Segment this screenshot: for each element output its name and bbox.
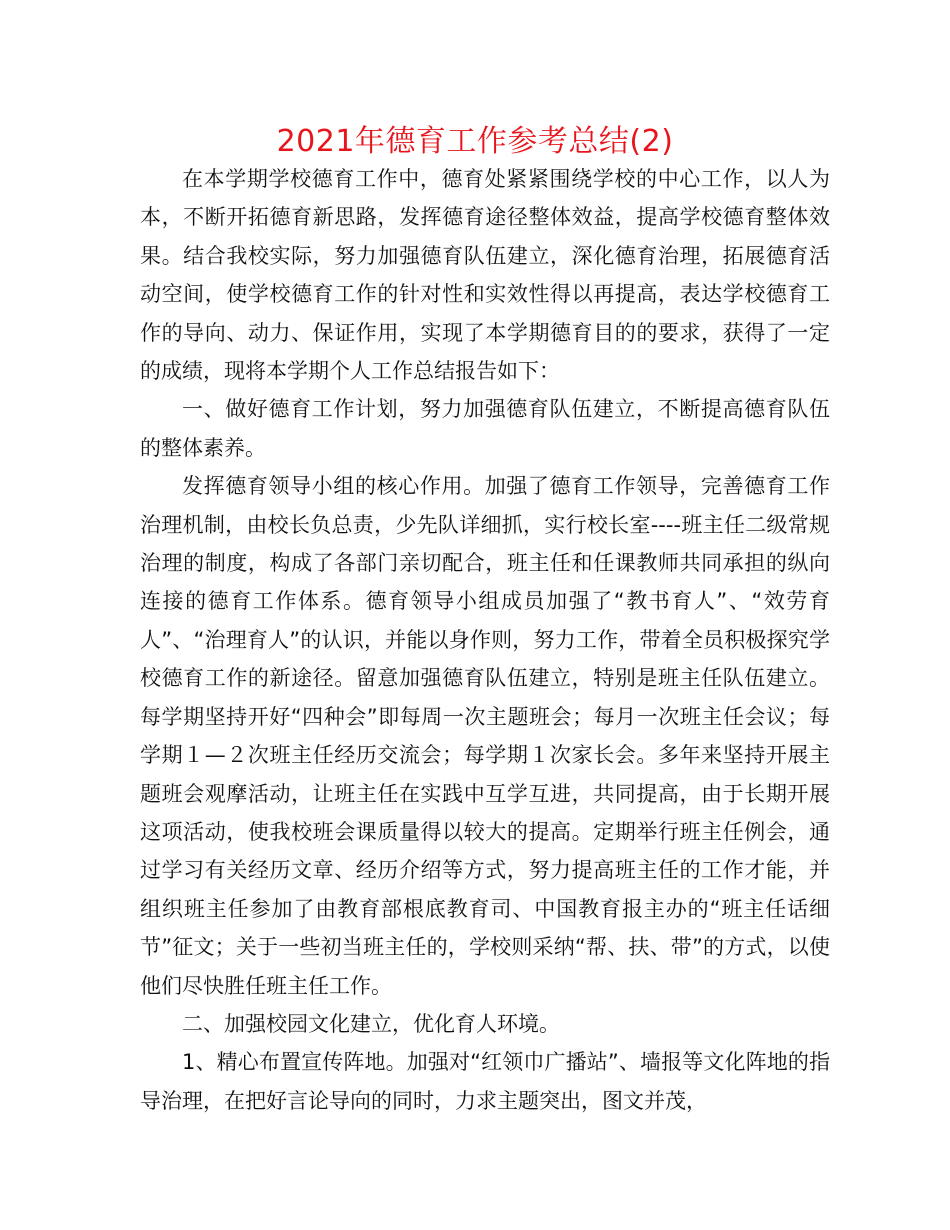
document-body xyxy=(140,160,830,1120)
section-heading-2: 二、加强校园文化建立，优化育人环境。 xyxy=(182,1011,560,1036)
paragraph-intro: 在本学期学校德育工作中，德育处紧紧围绕学校的中心工作，以人为本，不断开拓德育新思路，发挥德育途径整体效益，提高学校德育整体效果。结合我校实际，努力加强德育队伍建立，深化德育治理，拓展德育活动空间，使学校德育工作的针对性和实效性得以再提高，表达学校德育工作的导向、动力、保证作用，实现了本学期德育目的的要求，获得了一定的成绩，现将本学期个人工作总结报告如下： xyxy=(140,167,830,384)
document-title: 2021年德育工作参考总结(2) xyxy=(276,124,674,159)
paragraph-leadership: 发挥德育领导小组的核心作用。加强了德育工作领导，完善德育工作治理机制，由校长负总责，少先队详细抓，实行校长室----班主任二级常规治理的制度，构成了各部门亲切配合，班主任和任课教师共同承担的纵向连接的德育工作体系。德育领导小组成员加强了“教书育人”、“效劳育人”、“治理育人”的认识，并能以身作则，努力工作，带着全员积极探究学校德育工作的新途径。留意加强德育队伍建立，特别是班主任队伍建立。每学期坚持开好“四种会”即每周一次主题班会；每月一次班主任会议；每学期１—２次班主任经历交流会；每学期１次家长会。多年来坚持开展主题班会观摩活动，让班主任在实践中互学互进，共同提高，由于长期开展这项活动，使我校班会课质量得以较大的提高。定期举行班主任例会，通过学习有关经历文章、经历介绍等方式，努力提高班主任的工作才能，并组织班主任参加了由教育部根底教育司、中国教育报主办的“班主任话细节”征文；关于一些初当班主任的，学校则采纳“帮、扶、带”的方式，以使他们尽快胜任班主任工作。 xyxy=(140,474,830,998)
paragraph-publicity: 1、精心布置宣传阵地。加强对“红领巾广播站”、墙报等文化阵地的指导治理，在把好言论导向的同时，力求主题突出，图文并茂， xyxy=(140,1050,830,1113)
section-heading-1: 一、做好德育工作计划，努力加强德育队伍建立，不断提高德育队伍的整体素养。 xyxy=(140,397,830,460)
